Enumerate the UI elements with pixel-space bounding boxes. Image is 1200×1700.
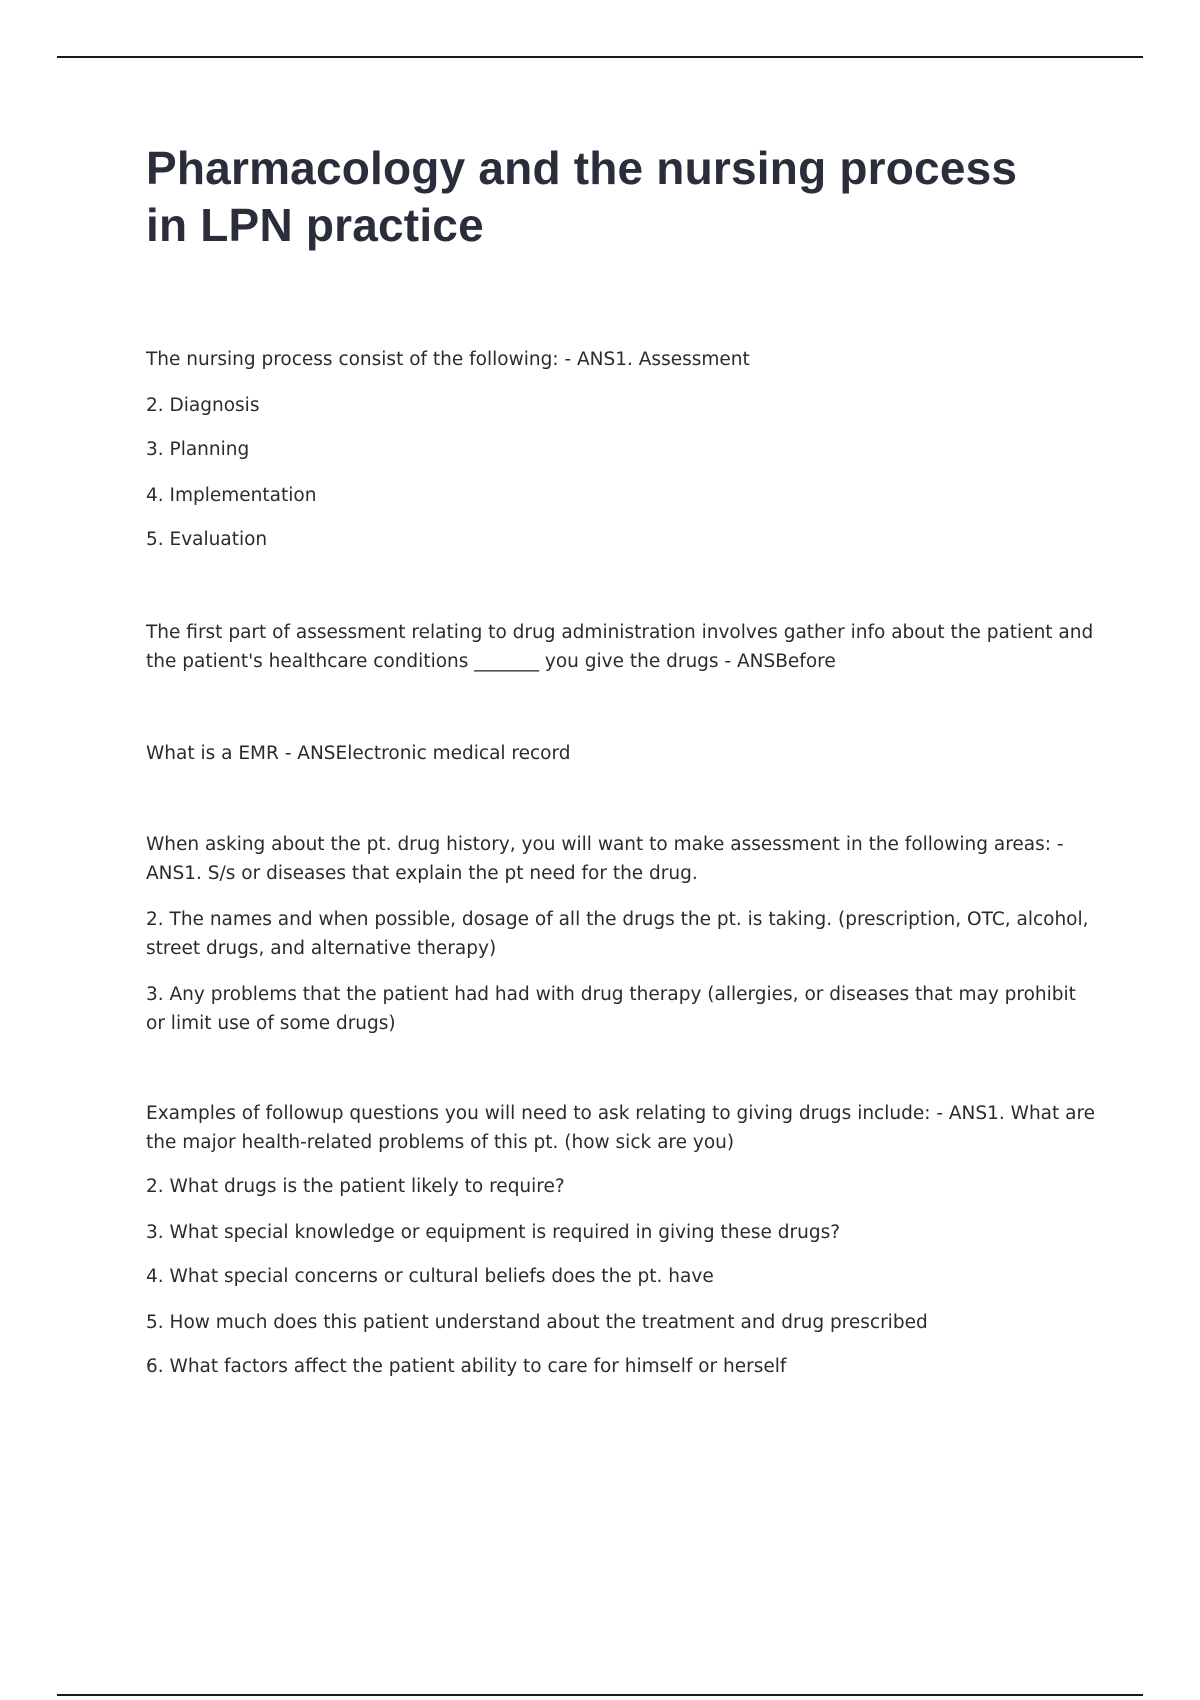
- qa-question: Examples of followup questions you will need to ask relating to giving drugs include: - ANS1. What are the major health-related problems of this pt. (how sick are you): [146, 1103, 1096, 1153]
- qa-answer-item: 4. Implementation: [146, 485, 317, 506]
- qa-answer-item: 3. Any problems that the patient had had with drug therapy (allergies, or diseases that may prohibit or limit use of some drugs): [146, 984, 1076, 1034]
- qa-question: When asking about the pt. drug history, you will want to make assessment in the following areas: - ANS1. S/s or diseases that explain the pt need for the drug.: [146, 834, 1064, 884]
- qa-block-4: [146, 830, 1096, 1038]
- qa-answer-item: 2. What drugs is the patient likely to require?: [146, 1176, 565, 1197]
- qa-block-1: [146, 345, 1096, 554]
- document-title: [146, 140, 1106, 254]
- qa-answer-item: 3. What special knowledge or equipment is required in giving these drugs?: [146, 1222, 841, 1243]
- qa-answer-item: 3. Planning: [146, 439, 250, 460]
- qa-answer-item: 2. Diagnosis: [146, 395, 260, 416]
- qa-block-2: [146, 618, 1096, 676]
- qa-answer-item: 5. How much does this patient understand about the treatment and drug prescribed: [146, 1312, 928, 1333]
- qa-block-5: [146, 1099, 1096, 1381]
- bottom-rule: [57, 1694, 1143, 1696]
- title-line-2: in LPN practice: [146, 199, 484, 251]
- qa-question: The first part of assessment relating to drug administration involves gather info about the patient and the patient's healthcare conditions _______ you give the drugs - ANSBefore: [146, 622, 1094, 672]
- title-line-1: Pharmacology and the nursing process: [146, 142, 1018, 194]
- qa-answer-item: 2. The names and when possible, dosage of all the drugs the pt. is taking. (prescription, OTC, alcohol, street drugs, and alternative therapy): [146, 909, 1089, 959]
- top-rule: [57, 56, 1143, 58]
- qa-answer-item: 4. What special concerns or cultural beliefs does the pt. have: [146, 1266, 714, 1287]
- qa-answer-item: 5. Evaluation: [146, 529, 268, 550]
- qa-answer-item: 6. What factors affect the patient ability to care for himself or herself: [146, 1356, 787, 1377]
- qa-question: The nursing process consist of the following: - ANS1. Assessment: [146, 349, 750, 370]
- qa-block-3: [146, 739, 1096, 768]
- qa-question: What is a EMR - ANSElectronic medical record: [146, 743, 571, 764]
